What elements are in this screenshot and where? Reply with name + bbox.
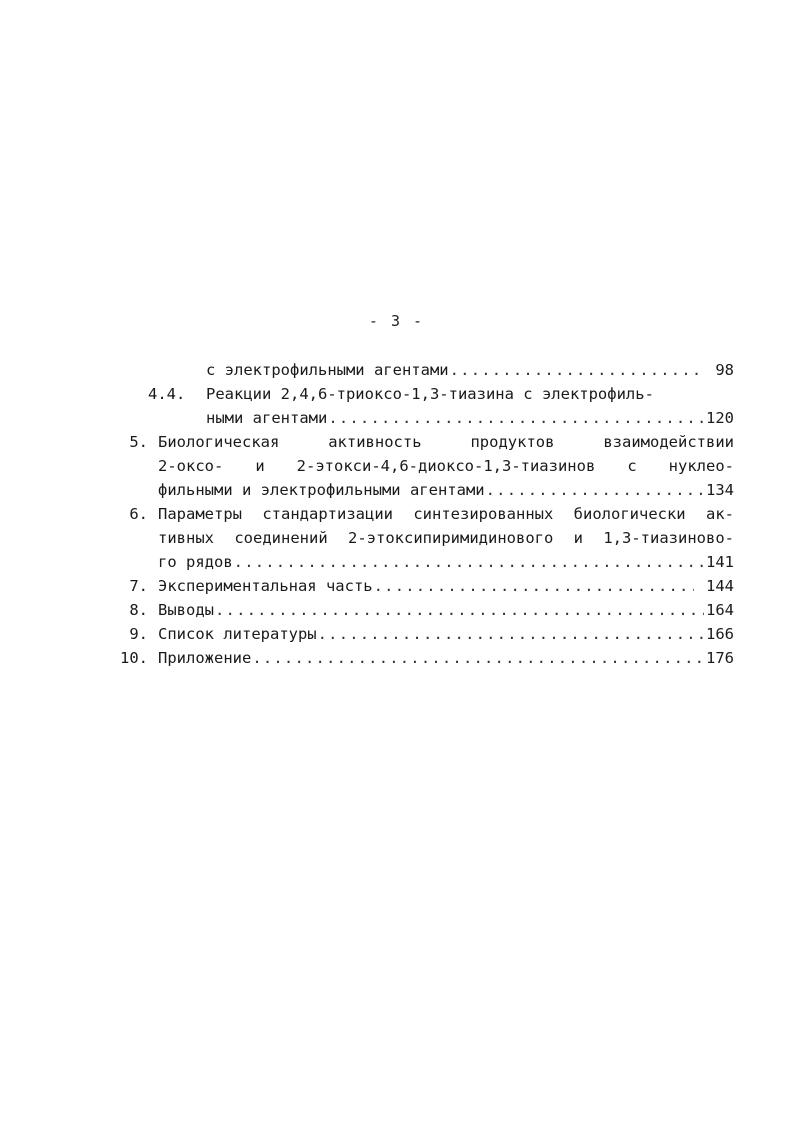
toc-section-number: 7.: [129, 577, 148, 595]
toc-entry-text: го рядов: [158, 553, 233, 571]
toc-entry-leader: [158, 478, 734, 502]
dot-leader: [234, 550, 704, 574]
dot-leader: [252, 646, 704, 670]
toc-line: [118, 646, 734, 670]
toc-page-number: 134: [706, 481, 734, 499]
toc-line: [118, 574, 734, 598]
toc-line: [118, 430, 734, 454]
toc-section-number: 10.: [120, 649, 148, 667]
toc-line: [118, 502, 734, 526]
toc-line: [118, 550, 734, 574]
toc-entry-text: Биологическая активность продуктов взаимодействии: [158, 433, 734, 451]
toc-section-number: 9.: [129, 625, 148, 643]
table-of-contents: [118, 358, 734, 670]
toc-entry-leader: [158, 622, 734, 646]
toc-line: [118, 622, 734, 646]
toc-line: [118, 406, 734, 430]
dot-leader: [374, 574, 694, 598]
toc-page-number: 164: [706, 601, 734, 619]
toc-line: [118, 454, 734, 478]
toc-entry-text: тивных соединений 2-этоксипиримидинового и 1,3-тиазиново-: [158, 529, 734, 547]
toc-entry-leader: [158, 574, 734, 598]
toc-page-number: 166: [706, 625, 734, 643]
toc-entry-leader: [206, 406, 734, 430]
toc-entry-text: Реакции 2,4,6-триоксо-1,3-тиазина с электрофиль-: [206, 385, 654, 403]
toc-entry-text: Список литературы: [158, 625, 317, 643]
toc-entry-leader: [158, 598, 734, 622]
toc-entry-text: ными агентами: [206, 409, 328, 427]
toc-entry-text: 2-оксо- и 2-этокси-4,6-диоксо-1,3-тиазинов с нуклео-: [158, 457, 734, 475]
toc-line: [118, 478, 734, 502]
toc-section-number: 5.: [129, 433, 148, 451]
toc-entry-text: Приложение: [158, 649, 252, 667]
toc-entry-text: Выводы: [158, 601, 214, 619]
toc-entry-leader: [158, 646, 734, 670]
toc-section-number: 4.4.: [148, 385, 186, 403]
toc-section-number: 6.: [129, 505, 148, 523]
dot-leader: [450, 358, 704, 382]
toc-line: [118, 526, 734, 550]
toc-entry-text: фильными и электрофильными агентами: [158, 481, 485, 499]
toc-entry-text: Параметры стандартизации синтезированных биологически ак-: [158, 505, 734, 523]
toc-page-number: 98: [715, 361, 734, 379]
toc-entry-text: Экспериментальная часть: [158, 577, 373, 595]
dot-leader: [318, 622, 704, 646]
toc-entry-text: с электрофильными агентами: [206, 361, 449, 379]
dot-leader: [328, 406, 704, 430]
toc-page-number: 141: [706, 553, 734, 571]
dot-leader: [486, 478, 704, 502]
dot-leader: [215, 598, 704, 622]
page-number: - 3 -: [368, 312, 425, 330]
toc-page-number: 176: [706, 649, 734, 667]
toc-line: [118, 598, 734, 622]
toc-line: [118, 358, 734, 382]
toc-page-number: 144: [706, 577, 734, 595]
toc-line: [118, 382, 734, 406]
toc-page-number: 120: [706, 409, 734, 427]
toc-section-number: 8.: [129, 601, 148, 619]
toc-entry-leader: [206, 358, 734, 382]
toc-entry-leader: [158, 550, 734, 574]
